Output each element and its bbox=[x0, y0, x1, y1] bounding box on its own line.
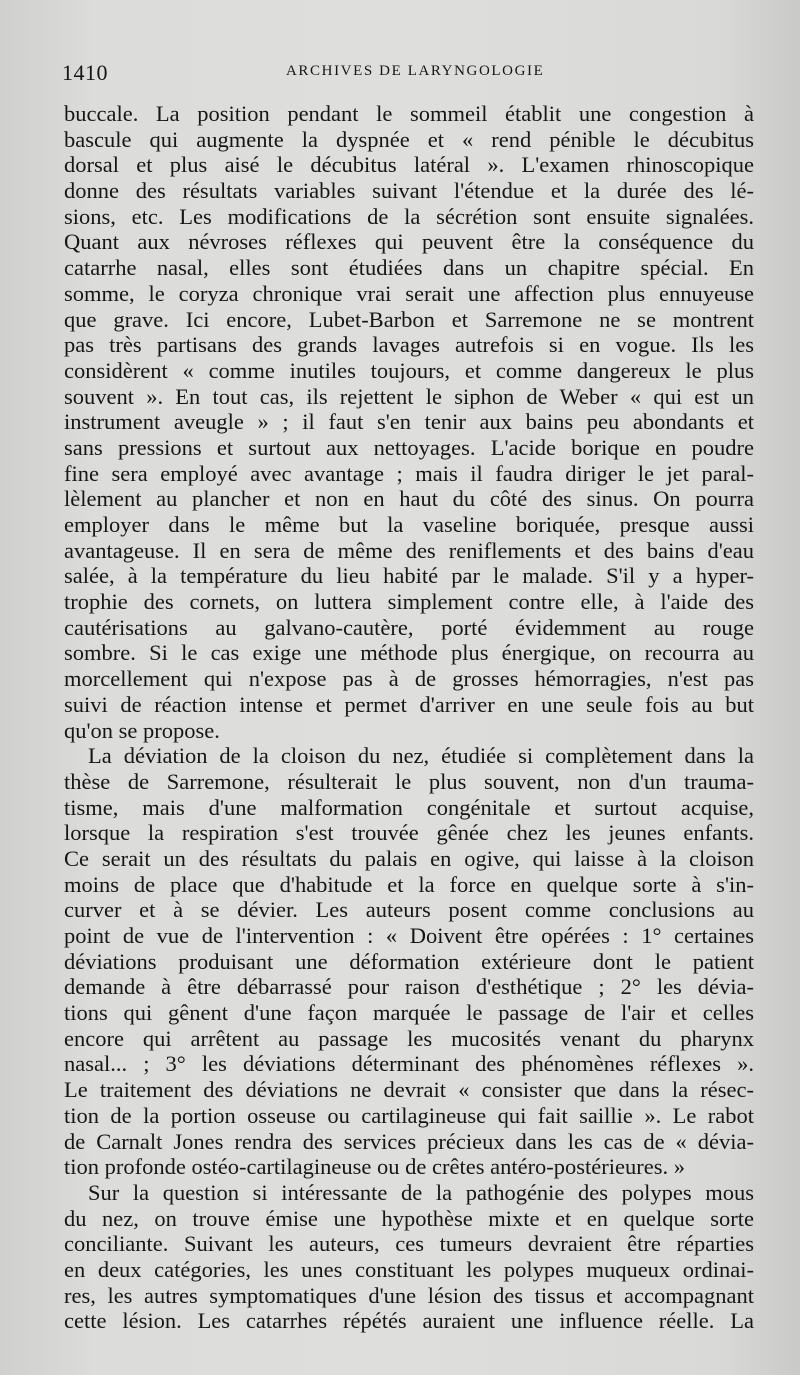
text-line: de Carnalt Jones rendra des services précieux dans les cas de « dévia- bbox=[64, 1128, 754, 1154]
text-line: lèlement au plancher et non en haut du côté des sinus. On pourra bbox=[64, 486, 754, 512]
text-line: Le traitement des déviations ne devrait « consister que dans la résec- bbox=[64, 1077, 754, 1103]
text-line: du nez, on trouve émise une hypothèse mixte et en quelque sorte bbox=[64, 1205, 754, 1231]
paragraph bbox=[64, 101, 754, 743]
text-line: nasal... ; 3° les déviations déterminant des phénomènes réflexes ». bbox=[64, 1051, 754, 1077]
body-text bbox=[64, 101, 754, 1334]
page-header bbox=[62, 60, 752, 88]
text-line: trophie des cornets, on luttera simplement contre elle, à l'aide des bbox=[64, 589, 754, 615]
text-line: considèrent « comme inutiles toujours, et comme dangereux le plus bbox=[64, 357, 754, 383]
text-line: buccale. La position pendant le sommeil établit une congestion à bbox=[64, 101, 754, 126]
text-line: Ce serait un des résultats du palais en ogive, qui laisse à la cloison bbox=[64, 845, 754, 871]
text-line: tion profonde ostéo-cartilagineuse ou de crêtes antéro-postérieures. » bbox=[64, 1154, 686, 1180]
text-line: somme, le coryza chronique vrai serait une affection plus ennuyeuse bbox=[64, 280, 754, 306]
text-line: sions, etc. Les modifications de la sécrétion sont ensuite signalées. bbox=[64, 203, 754, 229]
text-line: avantageuse. Il en sera de même des reniflements et des bains d'eau bbox=[64, 537, 754, 563]
text-line: demande à être débarrassé pour raison d'esthétique ; 2° les dévia- bbox=[64, 974, 754, 1000]
text-line: dorsal et plus aisé le décubitus latéral ». L'examen rhinoscopique bbox=[64, 152, 754, 178]
text-line: lorsque la respiration s'est trouvée gênée chez les jeunes enfants. bbox=[64, 820, 754, 846]
text-line: instrument aveugle » ; il faut s'en tenir aux bains peu abondants et bbox=[64, 409, 754, 435]
text-line: pas très partisans des grands lavages autrefois si en vogue. Ils les bbox=[64, 332, 754, 358]
text-line: fine sera employé avec avantage ; mais il faudra diriger le jet paral- bbox=[64, 460, 754, 486]
text-line: souvent ». En tout cas, ils rejettent le siphon de Weber « qui est un bbox=[64, 383, 754, 409]
text-line: bascule qui augmente la dyspnée et « rend pénible le décubitus bbox=[64, 126, 754, 152]
text-line: suivi de réaction intense et permet d'arriver en une seule fois au but bbox=[64, 691, 754, 717]
text-line: Sur la question si intéressante de la pathogénie des polypes mous bbox=[88, 1179, 754, 1205]
text-line: cette lésion. Les catarrhes répétés auraient une influence réelle. La bbox=[64, 1308, 754, 1334]
page-number: 1410 bbox=[62, 60, 108, 85]
text-line: tion de la portion osseuse ou cartilagineuse qui fait saillie ». Le rabot bbox=[64, 1102, 754, 1128]
text-line: thèse de Sarremone, résulterait le plus souvent, non d'un trauma- bbox=[64, 768, 754, 794]
text-line: que grave. Ici encore, Lubet-Barbon et Sarremone ne se montrent bbox=[64, 306, 754, 332]
text-line: salée, à la température du lieu habité par le malade. S'il y a hyper- bbox=[64, 563, 754, 589]
text-line: moins de place que d'habitude et la force en quelque sorte à s'in- bbox=[64, 871, 754, 897]
text-line: en deux catégories, les unes constituant les polypes muqueux ordinai- bbox=[64, 1256, 754, 1282]
text-line: sombre. Si le cas exige une méthode plus énergique, on recourra au bbox=[64, 640, 754, 666]
text-line: tions qui gênent d'une façon marquée le passage de l'air et celles bbox=[64, 1000, 754, 1026]
text-line: catarrhe nasal, elles sont étudiées dans un chapitre spécial. En bbox=[64, 255, 754, 281]
text-line: encore qui arrêtent au passage les mucosités venant du pharynx bbox=[64, 1025, 754, 1051]
text-line: Quant aux névroses réflexes qui peuvent être la conséquence du bbox=[64, 229, 754, 255]
text-line: cautérisations au galvano-cautère, porté évidemment au rouge bbox=[64, 614, 754, 640]
text-line: employer dans le même but la vaseline boriquée, presque aussi bbox=[64, 512, 754, 537]
text-line: La déviation de la cloison du nez, étudiée si complètement dans la bbox=[88, 743, 754, 769]
running-head: ARCHIVES DE LARYNGOLOGIE bbox=[286, 63, 545, 79]
text-line: curver et à se dévier. Les auteurs posent comme conclusions au bbox=[64, 897, 754, 923]
paragraph bbox=[64, 1180, 754, 1334]
text-line: res, les autres symptomatiques d'une lésion des tissus et accompagnant bbox=[64, 1282, 754, 1308]
text-line: morcellement qui n'expose pas à de grosses hémorragies, n'est pas bbox=[64, 666, 754, 692]
text-line: donne des résultats variables suivant l'étendue et la durée des lé- bbox=[64, 178, 754, 204]
text-line: qu'on se propose. bbox=[64, 717, 220, 743]
text-line: point de vue de l'intervention : « Doivent être opérées : 1° certaines bbox=[64, 923, 754, 948]
paragraph bbox=[64, 743, 754, 1180]
text-line: déviations produisant une déformation extérieure dont le patient bbox=[64, 948, 754, 974]
text-line: conciliante. Suivant les auteurs, ces tumeurs devraient être réparties bbox=[64, 1231, 754, 1257]
text-line: sans pressions et surtout aux nettoyages. L'acide borique en poudre bbox=[64, 434, 754, 460]
text-line: tisme, mais d'une malformation congénitale et surtout acquise, bbox=[64, 794, 754, 820]
